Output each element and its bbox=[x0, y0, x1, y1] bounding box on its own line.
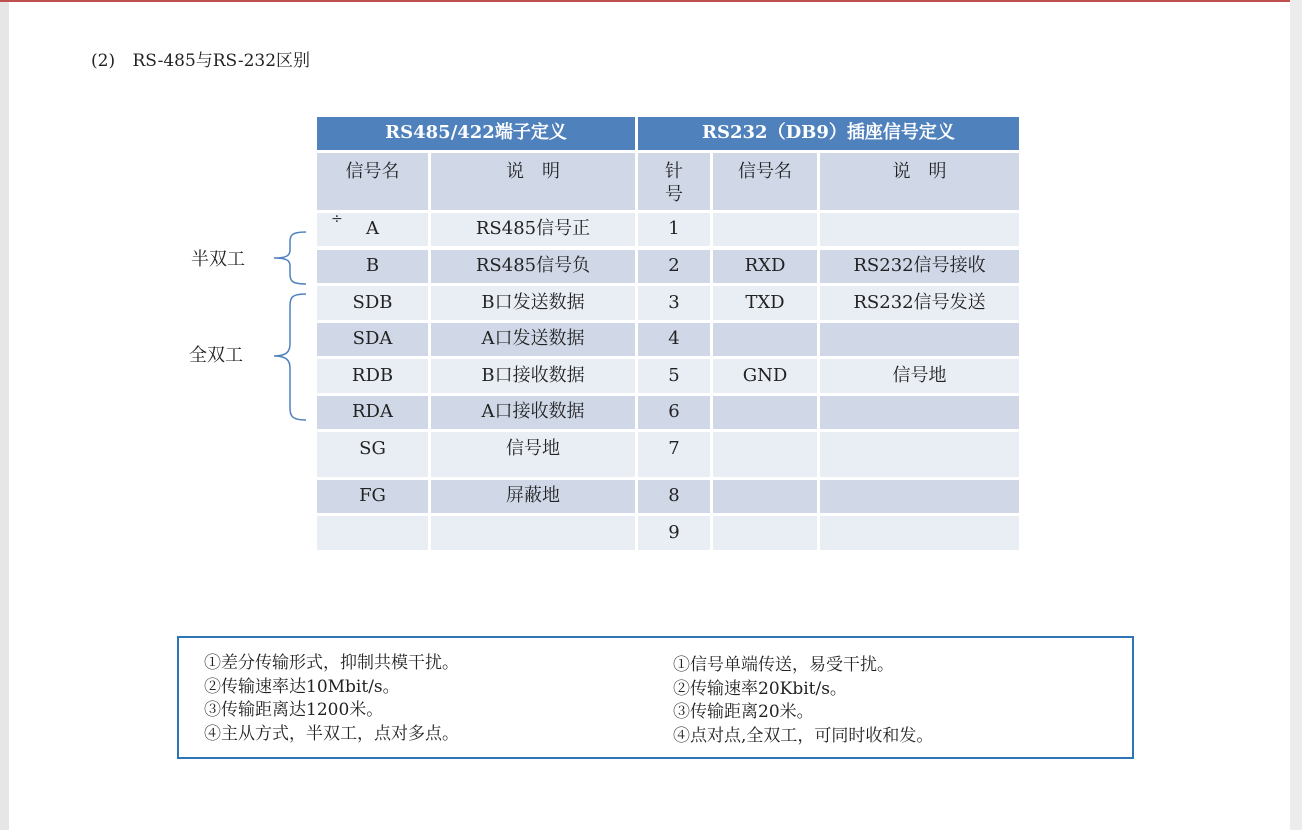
table-cell bbox=[713, 432, 817, 477]
full-duplex-label: 全双工 bbox=[189, 345, 243, 366]
note-line: ②传输速率20Kbit/s。 bbox=[673, 678, 847, 699]
rs232-table-header: RS232（DB9）插座信号定义 bbox=[638, 117, 1019, 150]
table-cell: RDA bbox=[317, 396, 428, 429]
table-cell: GND bbox=[713, 359, 817, 393]
table-cell: A口接收数据 bbox=[431, 396, 635, 429]
table-cell: B bbox=[317, 250, 428, 283]
table-cell bbox=[317, 516, 428, 550]
table-cell: 4 bbox=[638, 323, 710, 356]
signal-definition-table bbox=[316, 116, 1019, 552]
resize-cursor-icon: ÷ bbox=[331, 211, 343, 227]
table-cell: 6 bbox=[638, 396, 710, 429]
table-cell: RS232信号发送 bbox=[820, 286, 1019, 320]
column-header: 信号名 bbox=[713, 153, 817, 210]
table-cell: 1 bbox=[638, 213, 710, 246]
column-header: 说 明 bbox=[431, 153, 635, 210]
table-cell: 5 bbox=[638, 359, 710, 393]
full-duplex-brace bbox=[274, 294, 306, 420]
table-cell bbox=[713, 323, 817, 356]
table-cell: 信号地 bbox=[431, 432, 635, 477]
table-cell bbox=[713, 396, 817, 429]
section-title: RS-485与RS-232区别 bbox=[132, 51, 311, 71]
rs485-table-header: RS485/422端子定义 bbox=[317, 117, 635, 150]
comparison-notes-box bbox=[177, 636, 1134, 759]
table-cell: 9 bbox=[638, 516, 710, 550]
rs485-notes bbox=[204, 652, 459, 746]
note-line: ①信号单端传送，易受干扰。 bbox=[673, 655, 894, 675]
table-cell: SDB bbox=[317, 286, 428, 320]
table-cell: 8 bbox=[638, 480, 710, 513]
note-line: ④主从方式，半双工，点对多点。 bbox=[204, 723, 459, 744]
table-cell: 2 bbox=[638, 250, 710, 283]
note-line: ③传输距离20米。 bbox=[673, 702, 814, 722]
table-cell: 屏蔽地 bbox=[431, 480, 635, 513]
table-cell bbox=[431, 516, 635, 550]
table-cell: 3 bbox=[638, 286, 710, 320]
table-cell bbox=[820, 516, 1019, 550]
half-duplex-brace bbox=[274, 232, 306, 284]
table-cell: 信号地 bbox=[820, 359, 1019, 393]
table-cell: A bbox=[317, 213, 428, 246]
note-line: ①差分传输形式，抑制共模干扰。 bbox=[204, 653, 459, 673]
table-cell: SG bbox=[317, 432, 428, 477]
table-cell: B口发送数据 bbox=[431, 286, 635, 320]
table-cell: B口接收数据 bbox=[431, 359, 635, 393]
half-duplex-label: 半双工 bbox=[191, 249, 245, 270]
table-cell: TXD bbox=[713, 286, 817, 320]
table-cell: RS232信号接收 bbox=[820, 250, 1019, 283]
table-cell bbox=[820, 432, 1019, 477]
column-header: 针 号 bbox=[638, 153, 710, 210]
table-cell bbox=[820, 213, 1019, 246]
column-header: 信号名 bbox=[317, 153, 428, 210]
table-cell bbox=[820, 323, 1019, 356]
note-line: ④点对点,全双工，可同时收和发。 bbox=[673, 725, 934, 746]
table-cell: RDB bbox=[317, 359, 428, 393]
table-cell: RXD bbox=[713, 250, 817, 283]
table-cell: SDA bbox=[317, 323, 428, 356]
table-cell bbox=[820, 396, 1019, 429]
table-cell bbox=[713, 516, 817, 550]
rs232-notes bbox=[673, 654, 933, 748]
note-line: ③传输距离达1200米。 bbox=[204, 700, 384, 720]
table-cell: RS485信号正 bbox=[431, 213, 635, 246]
vertical-scrollbar[interactable] bbox=[1290, 0, 1302, 830]
table-cell: FG bbox=[317, 480, 428, 513]
table-cell: A口发送数据 bbox=[431, 323, 635, 356]
table-cell: 7 bbox=[638, 432, 710, 477]
section-number: (2) bbox=[91, 51, 116, 71]
table-cell: RS485信号负 bbox=[431, 250, 635, 283]
table-cell bbox=[713, 480, 817, 513]
table-cell bbox=[820, 480, 1019, 513]
note-line: ②传输速率达10Mbit/s。 bbox=[204, 676, 400, 697]
column-header: 说 明 bbox=[820, 153, 1019, 210]
table-cell bbox=[713, 213, 817, 246]
